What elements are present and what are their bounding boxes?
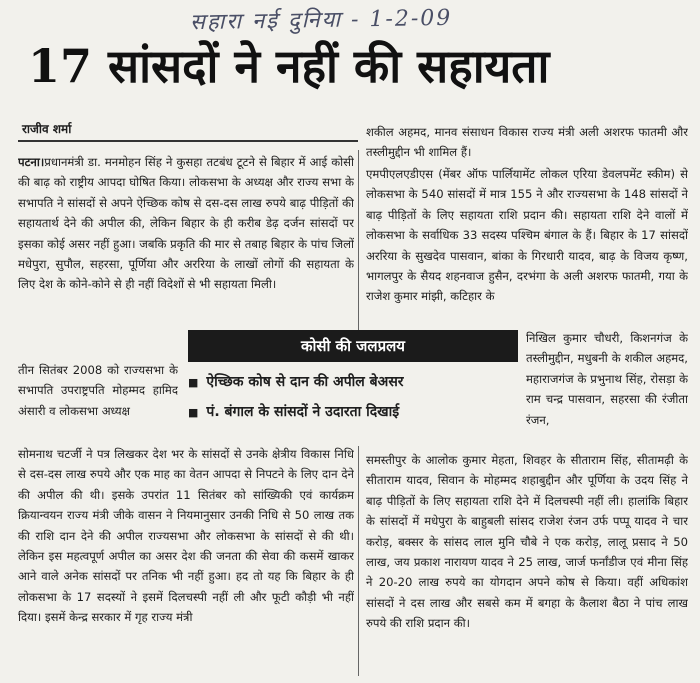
right-column-intro: शकील अहमद, मानव संसाधन विकास राज्य मंत्री अली अशरफ फातमी और तस्लीमुद्दीन भी शामिल हैं। xyxy=(366,125,688,160)
right-column-narrow: निखिल कुमार चौधरी, किशनगंज के तस्लीमुद्दीन, मधुबनी के शकील अहमद, महाराजगंज के प्रभुनाथ सिंह, रोसड़ा के राम चन्द्र पासवान, सहरसा की रंजीता रंजन, xyxy=(526,331,688,427)
highlight-bullet-2 xyxy=(188,402,399,421)
bullet-text: पं. बंगाल के सांसदों ने उदारता दिखाई xyxy=(206,404,400,420)
left-column-intro xyxy=(18,152,354,334)
handwritten-note: सहारा नई दुनिया - 1-2-09 xyxy=(189,5,453,36)
byline-rule xyxy=(18,140,358,142)
intro-text: प्रधानमंत्री डा. मनमोहन सिंह ने कुसहा तटबंध टूटने से बिहार में आई कोसी की बाढ़ को राष्ट्रीय आपदा घोषित किया। लोकसभा के अध्यक्ष और राज्य सभा के सभापति ने सांसदों से अपने ऐच्छिक कोष से दस-दस लाख रुपये बाढ़ पीड़ितों की सहायतार्थ देने की अपील की, लेकिन बिहार के ही करीब डेढ़ दर्जन सांसदों पर इसका कोई असर नहीं हुआ। जबकि प्रकृति की मार से तबाह बिहार के पांच जिलों मधेपुरा, सुपौल, सहरसा, पूर्णिया और अररिया के लाखों लोगों की सहायता के लिए देश के कोने-कोने से ही नहीं विदेशों से भी सहायता मिली। xyxy=(18,155,354,292)
bullet-text: ऐच्छिक कोष से दान की अपील बेअसर xyxy=(206,374,404,390)
section-box-title: कोसी की जलप्रलय xyxy=(301,337,405,355)
byline: राजीव शर्मा xyxy=(22,122,72,136)
column-divider-bottom xyxy=(358,446,359,676)
bullet-square-icon: ■ xyxy=(188,406,199,419)
right-column-bottom: समस्तीपुर के आलोक कुमार मेहता, शिवहर के सीताराम सिंह, सीतामढ़ी के सीताराम यादव, सिवान के मोहम्मद शहाबुद्दीन और पूर्णिया के उदय सिंह ने बाढ़ पीड़ितों के लिए सहायता राशि देने में दिलचस्पी नहीं ली। हालांकि बिहार के सांसदों में मधेपुरा के बाहुबली सांसद राजेश रंजन उर्फ पप्पू यादव ने चार करोड़, बक्सर के सांसद लाल मुनि चौबे ने एक करोड़, लालू प्रसाद ने 50 लाख, जय प्रकाश नारायण यादव ने 25 लाख, जार्ज फर्नांडीज एवं मीना सिंह ने 20-20 लाख रुपये का योगदान अपने कोष से किया। वहीं अधिकांश सांसदों ने दस लाख और सबसे कम में बगहा के कैलाश बैठा ने पांच लाख रुपये की राशि प्रदान की। xyxy=(366,453,688,631)
section-box xyxy=(188,330,518,362)
left-column-main: सोमनाथ चटर्जी ने पत्र लिखकर देश भर के सांसदों से उनके क्षेत्रीय विकास निधि से दस-दस लाख रुपये और एक माह का वेतन आपदा से निपटने के लिए दान देने की अपील की थी। इसके उपरांत 11 सितंबर को सांख्यिकी एवं कार्यक्रम क्रियान्वयन राज्य मंत्री जीके वासन ने नियमानुसार उनकी निधि से 50 लाख तक की राशि दान देने की अपील राज्यसभा और लोकसभा के सांसदों से की थी। लेकिन इस महत्वपूर्ण अपील का असर देश की जनता की सेवा की कसमें खाकर आने वाले अनेक सांसदों पर तनिक भी नहीं हुआ। हद तो यह कि बिहार के ही लोकसभा के 17 सदस्यों ने इसमें दिलचस्पी नहीं ली और फूटी कौड़ी भी नहीं दिया। इसमें केन्द्र सरकार में गृह राज्य मंत्री xyxy=(18,447,354,625)
highlight-bullet-1 xyxy=(188,372,404,391)
left-column-short: तीन सितंबर 2008 को राज्यसभा के सभापति उपराष्ट्रपति मोहम्मद हामिद अंसारी व लोकसभा अध्यक्ष xyxy=(18,363,178,418)
column-divider-top xyxy=(358,150,359,330)
dateline: पटना। xyxy=(18,155,45,169)
headline: 17 सांसदों ने नहीं की सहायता xyxy=(28,39,550,93)
bullet-square-icon: ■ xyxy=(188,376,199,389)
right-column-main: एमपीएलएडीएस (मेंबर ऑफ पार्लियामेंट लोकल एरिया डेवलपमेंट स्कीम) से लोकसभा के 540 सांसदों में मात्र 155 ने और राज्यसभा के 148 सांसदों ने बाढ़ पीड़ितों के लिए सहायता राशि प्रदान की। सहायता राशि देने वालों में लोकसभा के सर्वाधिक 33 सदस्य पश्चिम बंगाल के हैं। बिहार के 17 सांसदों अररिया के सुखदेव पासवान, बांका के गिरधारी यादव, बाढ़ के विजय कृष्ण, भागलपुर के सैयद शहनवाज हुसैन, दरभंगा के अली अशरफ फातमी, गया के राजेश कुमार मांझी, कटिहार के xyxy=(366,167,688,304)
